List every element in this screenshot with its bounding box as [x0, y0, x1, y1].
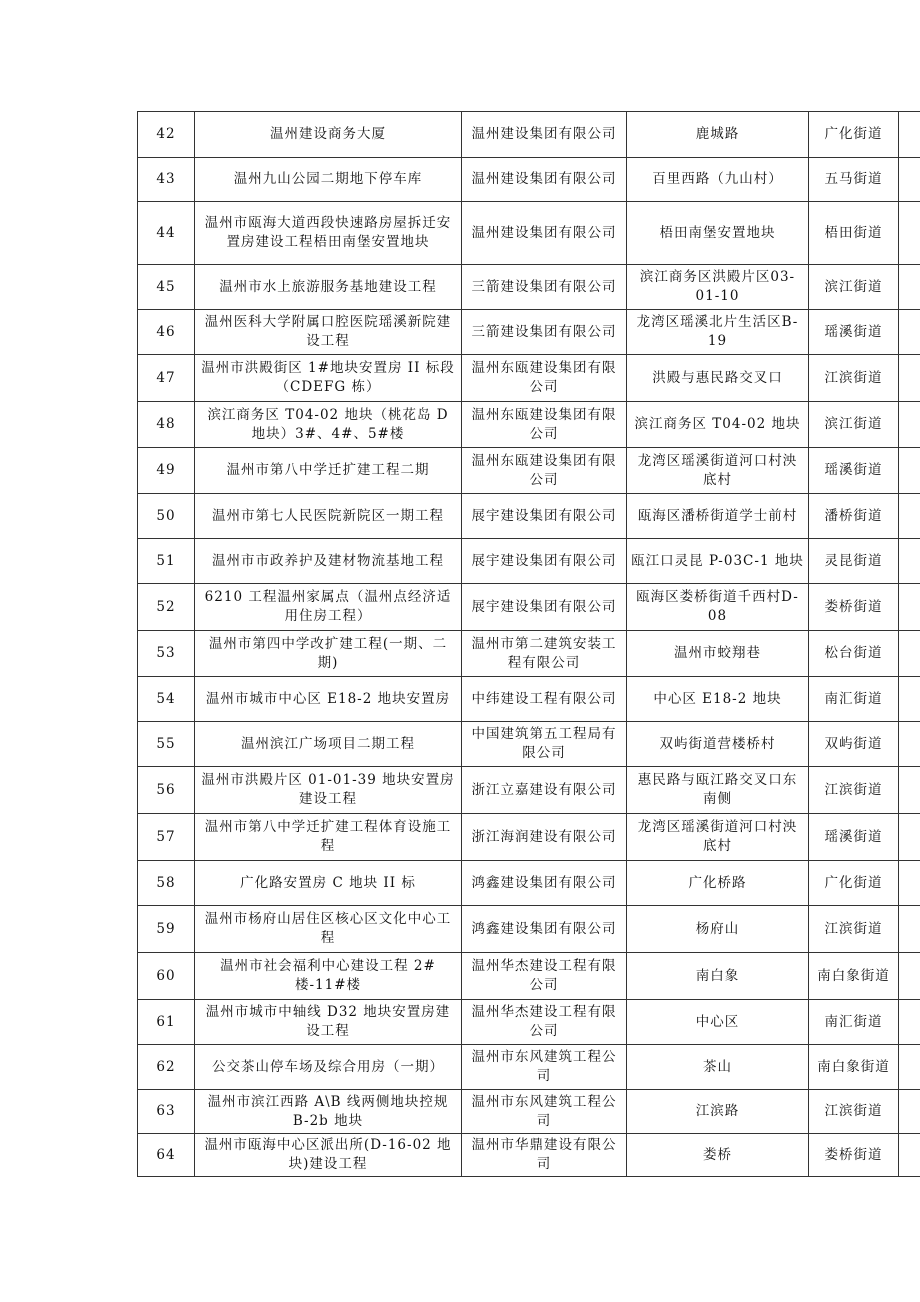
- truncated-cell: [899, 202, 920, 265]
- project-name-cell: 温州市洪殿街区 1#地块安置房 II 标段（CDEFG 栋）: [195, 355, 462, 402]
- project-name-cell: 广化路安置房 C 地块 II 标: [195, 861, 462, 906]
- street-cell: 双屿街道: [809, 722, 899, 767]
- truncated-cell: [899, 767, 920, 814]
- project-table: [137, 111, 920, 1177]
- row-number-cell: 57: [138, 814, 195, 861]
- company-cell: 温州东瓯建设集团有限公司: [462, 402, 627, 448]
- company-cell: 温州市东风建筑工程公司: [462, 1090, 627, 1134]
- table-row: [138, 631, 920, 677]
- street-cell: 瑶溪街道: [809, 814, 899, 861]
- project-name-cell: 温州市滨江西路 A\B 线两侧地块控规 B-2b 地块: [195, 1090, 462, 1134]
- address-cell: 双屿街道营楼桥村: [627, 722, 809, 767]
- row-number-cell: 44: [138, 202, 195, 265]
- truncated-cell: [899, 814, 920, 861]
- truncated-cell: [899, 906, 920, 953]
- address-cell: 杨府山: [627, 906, 809, 953]
- table-row: [138, 158, 920, 202]
- street-cell: 广化街道: [809, 861, 899, 906]
- address-cell: 中心区 E18-2 地块: [627, 677, 809, 722]
- truncated-cell: [899, 1045, 920, 1090]
- table-row: [138, 767, 920, 814]
- company-cell: 鸿鑫建设集团有限公司: [462, 906, 627, 953]
- company-cell: 温州市第二建筑安装工程有限公司: [462, 631, 627, 677]
- street-cell: 娄桥街道: [809, 584, 899, 631]
- street-cell: 江滨街道: [809, 906, 899, 953]
- table-row: [138, 814, 920, 861]
- row-number-cell: 64: [138, 1134, 195, 1177]
- street-cell: 南白象街道: [809, 1045, 899, 1090]
- company-cell: 鸿鑫建设集团有限公司: [462, 861, 627, 906]
- table-row: [138, 494, 920, 539]
- table-row: [138, 906, 920, 953]
- project-name-cell: 温州市水上旅游服务基地建设工程: [195, 265, 462, 310]
- address-cell: 温州市蛟翔巷: [627, 631, 809, 677]
- address-cell: 瓯江口灵昆 P-03C-1 地块: [627, 539, 809, 584]
- truncated-cell: [899, 494, 920, 539]
- project-name-cell: 温州市洪殿片区 01-01-39 地块安置房建设工程: [195, 767, 462, 814]
- address-cell: 龙湾区瑶溪街道河口村泱底村: [627, 448, 809, 494]
- table-row: [138, 1090, 920, 1134]
- row-number-cell: 49: [138, 448, 195, 494]
- row-number-cell: 51: [138, 539, 195, 584]
- truncated-cell: [899, 539, 920, 584]
- company-cell: 中纬建设工程有限公司: [462, 677, 627, 722]
- street-cell: 滨江街道: [809, 265, 899, 310]
- table-row: [138, 355, 920, 402]
- street-cell: 江滨街道: [809, 767, 899, 814]
- project-name-cell: 温州滨江广场项目二期工程: [195, 722, 462, 767]
- table-row: [138, 202, 920, 265]
- truncated-cell: [899, 402, 920, 448]
- address-cell: 百里西路（九山村）: [627, 158, 809, 202]
- table-row: [138, 265, 920, 310]
- project-name-cell: 温州市杨府山居住区核心区文化中心工程: [195, 906, 462, 953]
- truncated-cell: [899, 584, 920, 631]
- truncated-cell: [899, 158, 920, 202]
- company-cell: 温州东瓯建设集团有限公司: [462, 355, 627, 402]
- row-number-cell: 46: [138, 310, 195, 355]
- street-cell: 松台街道: [809, 631, 899, 677]
- company-cell: 温州市华鼎建设有限公司: [462, 1134, 627, 1177]
- project-name-cell: 温州市瓯海大道西段快速路房屋拆迁安置房建设工程梧田南堡安置地块: [195, 202, 462, 265]
- table-body: [138, 112, 920, 1177]
- truncated-cell: [899, 953, 920, 1000]
- truncated-cell: [899, 861, 920, 906]
- row-number-cell: 54: [138, 677, 195, 722]
- address-cell: 洪殿与惠民路交叉口: [627, 355, 809, 402]
- table-row: [138, 402, 920, 448]
- truncated-cell: [899, 448, 920, 494]
- row-number-cell: 50: [138, 494, 195, 539]
- project-name-cell: 温州市城市中心区 E18-2 地块安置房: [195, 677, 462, 722]
- project-name-cell: 温州市第四中学改扩建工程(一期、二期): [195, 631, 462, 677]
- truncated-cell: [899, 722, 920, 767]
- address-cell: 鹿城路: [627, 112, 809, 158]
- row-number-cell: 58: [138, 861, 195, 906]
- company-cell: 温州建设集团有限公司: [462, 112, 627, 158]
- row-number-cell: 45: [138, 265, 195, 310]
- truncated-cell: [899, 1090, 920, 1134]
- company-cell: 温州建设集团有限公司: [462, 158, 627, 202]
- project-name-cell: 温州医科大学附属口腔医院瑶溪新院建设工程: [195, 310, 462, 355]
- table-row: [138, 112, 920, 158]
- company-cell: 中国建筑第五工程局有限公司: [462, 722, 627, 767]
- address-cell: 江滨路: [627, 1090, 809, 1134]
- row-number-cell: 59: [138, 906, 195, 953]
- table-row: [138, 1045, 920, 1090]
- company-cell: 温州建设集团有限公司: [462, 202, 627, 265]
- table-row: [138, 448, 920, 494]
- address-cell: 瓯海区潘桥街道学士前村: [627, 494, 809, 539]
- row-number-cell: 48: [138, 402, 195, 448]
- project-name-cell: 温州市第八中学迁扩建工程二期: [195, 448, 462, 494]
- table-row: [138, 1134, 920, 1177]
- company-cell: 三箭建设集团有限公司: [462, 265, 627, 310]
- table-row: [138, 310, 920, 355]
- project-name-cell: 温州市市政养护及建材物流基地工程: [195, 539, 462, 584]
- street-cell: 瑶溪街道: [809, 310, 899, 355]
- truncated-cell: [899, 112, 920, 158]
- address-cell: 龙湾区瑶溪北片生活区B-19: [627, 310, 809, 355]
- address-cell: 惠民路与瓯江路交叉口东南侧: [627, 767, 809, 814]
- project-name-cell: 温州市第八中学迁扩建工程体育设施工程: [195, 814, 462, 861]
- truncated-cell: [899, 631, 920, 677]
- street-cell: 南汇街道: [809, 1000, 899, 1045]
- address-cell: 龙湾区瑶溪街道河口村泱底村: [627, 814, 809, 861]
- company-cell: 浙江海润建设有限公司: [462, 814, 627, 861]
- address-cell: 娄桥: [627, 1134, 809, 1177]
- street-cell: 广化街道: [809, 112, 899, 158]
- street-cell: 南汇街道: [809, 677, 899, 722]
- street-cell: 娄桥街道: [809, 1134, 899, 1177]
- row-number-cell: 52: [138, 584, 195, 631]
- table-row: [138, 1000, 920, 1045]
- row-number-cell: 55: [138, 722, 195, 767]
- address-cell: 梧田南堡安置地块: [627, 202, 809, 265]
- project-name-cell: 温州市城市中轴线 D32 地块安置房建设工程: [195, 1000, 462, 1045]
- address-cell: 广化桥路: [627, 861, 809, 906]
- table-row: [138, 677, 920, 722]
- project-name-cell: 公交茶山停车场及综合用房（一期）: [195, 1045, 462, 1090]
- project-name-cell: 滨江商务区 T04-02 地块（桃花岛 D 地块）3#、4#、5#楼: [195, 402, 462, 448]
- project-name-cell: 温州市第七人民医院新院区一期工程: [195, 494, 462, 539]
- table-row: [138, 539, 920, 584]
- company-cell: 浙江立嘉建设有限公司: [462, 767, 627, 814]
- company-cell: 展宇建设集团有限公司: [462, 494, 627, 539]
- address-cell: 南白象: [627, 953, 809, 1000]
- address-cell: 瓯海区娄桥街道千西村D-08: [627, 584, 809, 631]
- address-cell: 滨江商务区 T04-02 地块: [627, 402, 809, 448]
- row-number-cell: 43: [138, 158, 195, 202]
- truncated-cell: [899, 355, 920, 402]
- street-cell: 江滨街道: [809, 355, 899, 402]
- company-cell: 温州市东风建筑工程公司: [462, 1045, 627, 1090]
- truncated-cell: [899, 1000, 920, 1045]
- truncated-cell: [899, 310, 920, 355]
- row-number-cell: 60: [138, 953, 195, 1000]
- company-cell: 温州东瓯建设集团有限公司: [462, 448, 627, 494]
- row-number-cell: 62: [138, 1045, 195, 1090]
- row-number-cell: 56: [138, 767, 195, 814]
- street-cell: 灵昆街道: [809, 539, 899, 584]
- street-cell: 江滨街道: [809, 1090, 899, 1134]
- street-cell: 滨江街道: [809, 402, 899, 448]
- street-cell: 梧田街道: [809, 202, 899, 265]
- address-cell: 茶山: [627, 1045, 809, 1090]
- table-row: [138, 584, 920, 631]
- project-name-cell: 温州市社会福利中心建设工程 2#楼-11#楼: [195, 953, 462, 1000]
- company-cell: 展宇建设集团有限公司: [462, 539, 627, 584]
- company-cell: 温州华杰建设工程有限公司: [462, 1000, 627, 1045]
- street-cell: 南白象街道: [809, 953, 899, 1000]
- street-cell: 瑶溪街道: [809, 448, 899, 494]
- street-cell: 潘桥街道: [809, 494, 899, 539]
- company-cell: 温州华杰建设工程有限公司: [462, 953, 627, 1000]
- address-cell: 中心区: [627, 1000, 809, 1045]
- truncated-cell: [899, 677, 920, 722]
- truncated-cell: [899, 265, 920, 310]
- company-cell: 三箭建设集团有限公司: [462, 310, 627, 355]
- row-number-cell: 63: [138, 1090, 195, 1134]
- row-number-cell: 47: [138, 355, 195, 402]
- truncated-cell: [899, 1134, 920, 1177]
- table-row: [138, 722, 920, 767]
- row-number-cell: 53: [138, 631, 195, 677]
- table-row: [138, 861, 920, 906]
- street-cell: 五马街道: [809, 158, 899, 202]
- table-row: [138, 953, 920, 1000]
- company-cell: 展宇建设集团有限公司: [462, 584, 627, 631]
- address-cell: 滨江商务区洪殿片区03-01-10: [627, 265, 809, 310]
- project-name-cell: 温州建设商务大厦: [195, 112, 462, 158]
- row-number-cell: 42: [138, 112, 195, 158]
- row-number-cell: 61: [138, 1000, 195, 1045]
- project-name-cell: 温州九山公园二期地下停车库: [195, 158, 462, 202]
- project-name-cell: 6210 工程温州家属点（温州点经济适用住房工程）: [195, 584, 462, 631]
- project-name-cell: 温州市瓯海中心区派出所(D-16-02 地块)建设工程: [195, 1134, 462, 1177]
